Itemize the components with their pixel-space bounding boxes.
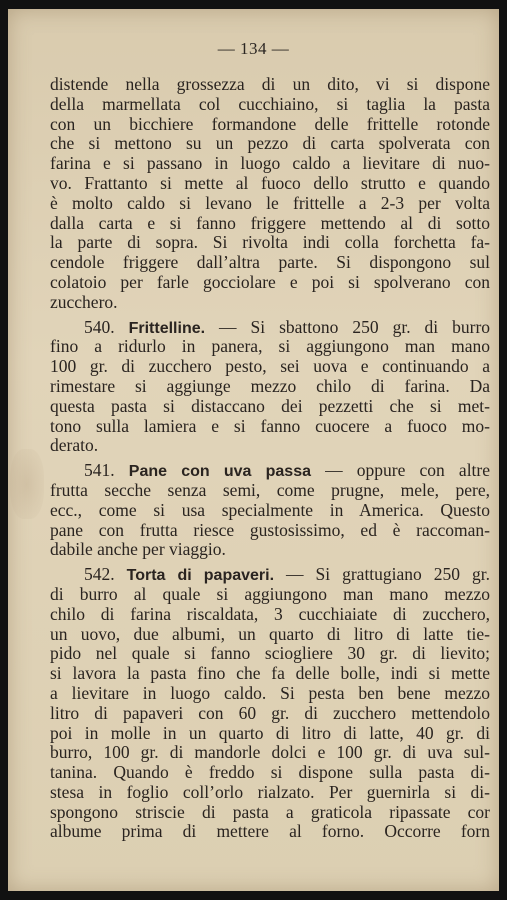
paragraph-continuation (50, 75, 490, 313)
text-line: — Si sbattono 250 gr. di burro (219, 316, 491, 337)
recipe-heading-line (50, 565, 490, 585)
text-line: questa pasta si distaccano dei pezzetti che si met- (50, 395, 490, 416)
text-line: spongono striscie di pasta a graticola ripassate cor (50, 801, 490, 822)
text-line: 100 gr. di zucchero pesto, sei uova e continuando a (50, 356, 490, 377)
recipe-number: 541. (84, 460, 115, 481)
text-line: frutta secche senza semi, come prugne, mele, pere, (50, 479, 490, 500)
recipe-541 (50, 461, 490, 560)
recipe-number: 540. (84, 316, 115, 337)
text-line: colatoio per farle gocciolare e poi si spolverano con (50, 271, 490, 292)
text-line: pane con frutta riesce gustosissimo, ed è raccoman- (50, 519, 490, 540)
recipe-heading-line (50, 461, 490, 481)
text-line: la parte di sopra. Si rivolta indi colla forchetta fa- (50, 232, 490, 253)
text-line: che si mettono su un pezzo di carta spolverata con (50, 133, 490, 154)
text-line: ecc., come si usa specialmente in America. Questo (50, 499, 490, 520)
text-line: zucchero. (50, 291, 118, 312)
book-page (8, 9, 499, 891)
recipe-540 (50, 318, 490, 457)
text-line: litro di papaveri con 60 gr. di zucchero mettendolo (50, 702, 490, 723)
text-line: fino a ridurlo in panera, si aggiungono man mano (50, 336, 490, 357)
recipe-title: Pane con uva passa (128, 463, 312, 481)
text-line: — Si grattugiano 250 gr. (286, 564, 491, 585)
text-line: cendole friggere dall’altra parte. Si dispongono sul (50, 252, 490, 273)
text-line: tanina. Quando è freddo si dispone sulla pasta di- (50, 762, 490, 783)
recipe-number: 542. (84, 564, 115, 585)
text-line: chilo di farina riscaldata, 3 cucchiaiate di zucchero, (50, 603, 490, 624)
recipe-542 (50, 565, 490, 842)
recipe-title: Torta di papaveri. (126, 567, 275, 585)
text-line: derato. (50, 435, 99, 456)
text-line: di burro al quale si aggiungono man mano mezzo (50, 583, 490, 604)
text-line: distende nella grossezza di un dito, vi si dispone (50, 74, 490, 94)
text-line: vo. Frattanto si mette al fuoco dello strutto e quando (50, 172, 490, 193)
text-line: tono sulla lamiera e si fanno cuocere a fuoco mo- (50, 415, 490, 436)
text-line: rimestare si aggiunge mezzo chilo di farina. Da (50, 375, 490, 396)
text-line: con un bicchiere formandone delle frittelle rotonde (50, 113, 490, 134)
recipe-heading-line (50, 318, 490, 338)
text-line: dabile anche per viaggio. (50, 539, 226, 560)
text-line: stesa in foglio coll’orlo rialzato. Per guernirla si di- (50, 781, 490, 802)
text-line: a lievitare in luogo caldo. Si pesta ben bene mezzo (50, 682, 490, 703)
text-line: poi in molle in un quarto di litro di latte, 40 gr. di (50, 722, 490, 743)
text-line: è molto caldo si levano le frittelle a 2-3 per volta (50, 192, 490, 213)
text-line: burro, 100 gr. di mandorle dolci e 100 gr. di uva sul- (50, 742, 490, 763)
page-text (50, 75, 490, 842)
recipe-title: Frittelline. (128, 319, 206, 337)
text-line: della marmellata col cucchiaino, si taglia la pasta (50, 93, 490, 114)
page-stain (10, 449, 44, 519)
text-line: dalla carta e si fanno friggere mettendo al di sotto (50, 212, 490, 233)
text-line: farina e si passano in luogo caldo a lievitare di nuo- (50, 153, 490, 174)
page-number: — 134 — (217, 39, 290, 58)
text-line: pido nel quale si fanno sciogliere 30 gr. di lievito; (50, 643, 490, 664)
text-line: — oppure con altre (325, 460, 491, 481)
text-line: un uovo, due albumi, un quarto di litro di latte tie- (50, 623, 490, 644)
text-line: si lavora la pasta fino che fa delle bolle, indi si mette (50, 663, 490, 684)
text-line: albume prima di mettere al forno. Occorre forn (50, 821, 490, 842)
